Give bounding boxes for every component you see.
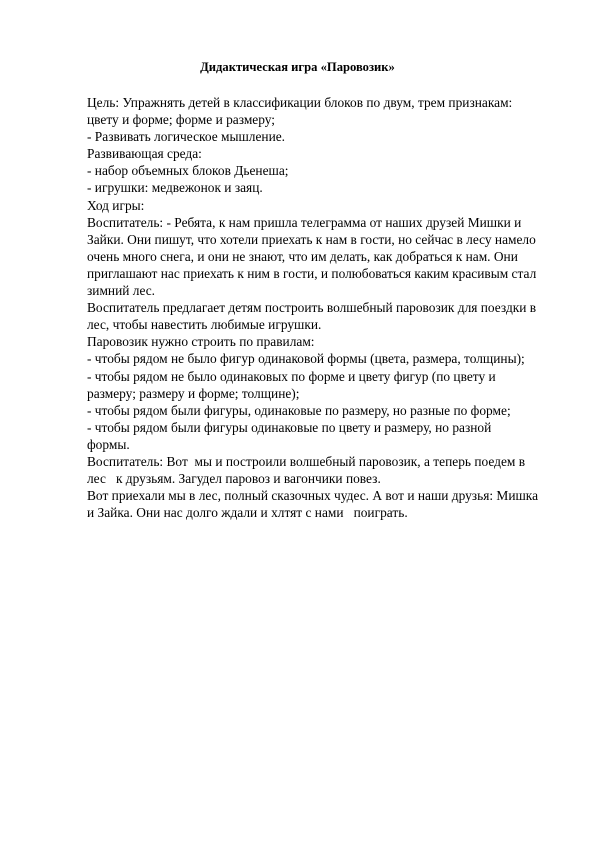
text-line: и Зайка. Они нас долго ждали и хлтят с нами поиграть. [87,505,408,521]
text-line: зимний лес. [87,283,156,299]
text-line-game-progress: Ход игры: [87,197,145,213]
text-line-rules: Паровозик нужно строить по правилам: [87,334,315,350]
text-line: Зайки. Они пишут, что хотели приехать к нам в гости, но сейчас в лесу намело [87,231,536,247]
text-line: - чтобы рядом были фигуры одинаковые по цвету и размеру, но разной [87,419,492,435]
text-line: - игрушки: медвежонок и заяц. [87,180,263,196]
document-body [87,94,547,521]
text-line: - чтобы рядом были фигуры, одинаковые по размеру, но разные по форме; [87,402,511,418]
text-line-goal: Цель: Упражнять детей в классификации блоков по двум, трем признакам: [87,95,513,110]
text-line-environment: Развивающая среда: [87,146,202,162]
text-line: Воспитатель предлагает детям построить волшебный паровозик для поездки в [87,300,537,316]
text-line: Воспитатель: Вот мы и построили волшебный паровозик, а теперь поедем в [87,453,526,469]
text-line: очень много снега, и они не знают, что им делать, как добраться к нам. Они [87,248,518,264]
text-line: Вот приехали мы в лес, полный сказочных чудес. А вот и наши друзья: Мишка [87,488,539,504]
text-line: цвету и форме; форме и размеру; [87,112,275,128]
text-line: лес к друзьям. Загудел паровоз и вагончики повез. [87,471,381,487]
text-line: - Развивать логическое мышление. [87,129,286,145]
text-line: размеру; размеру и форме; толщине); [87,385,300,401]
document-title: Дидактическая игра «Паровозик» [200,60,395,74]
text-line: - чтобы рядом не было одинаковых по форме и цвету фигур (по цвету и [87,368,496,384]
text-line: Воспитатель: - Ребята, к нам пришла телеграмма от наших друзей Мишки и [87,214,522,230]
text-line: - чтобы рядом не было фигур одинаковой формы (цвета, размера, толщины); [87,351,525,367]
text-line: формы. [87,436,130,452]
text-line: приглашают нас приехать к ним в гости, и полюбоваться каким красивым стал [87,265,537,281]
text-line: лес, чтобы навестить любимые игрушки. [87,317,322,333]
text-line: - набор объемных блоков Дьенеша; [87,163,289,179]
